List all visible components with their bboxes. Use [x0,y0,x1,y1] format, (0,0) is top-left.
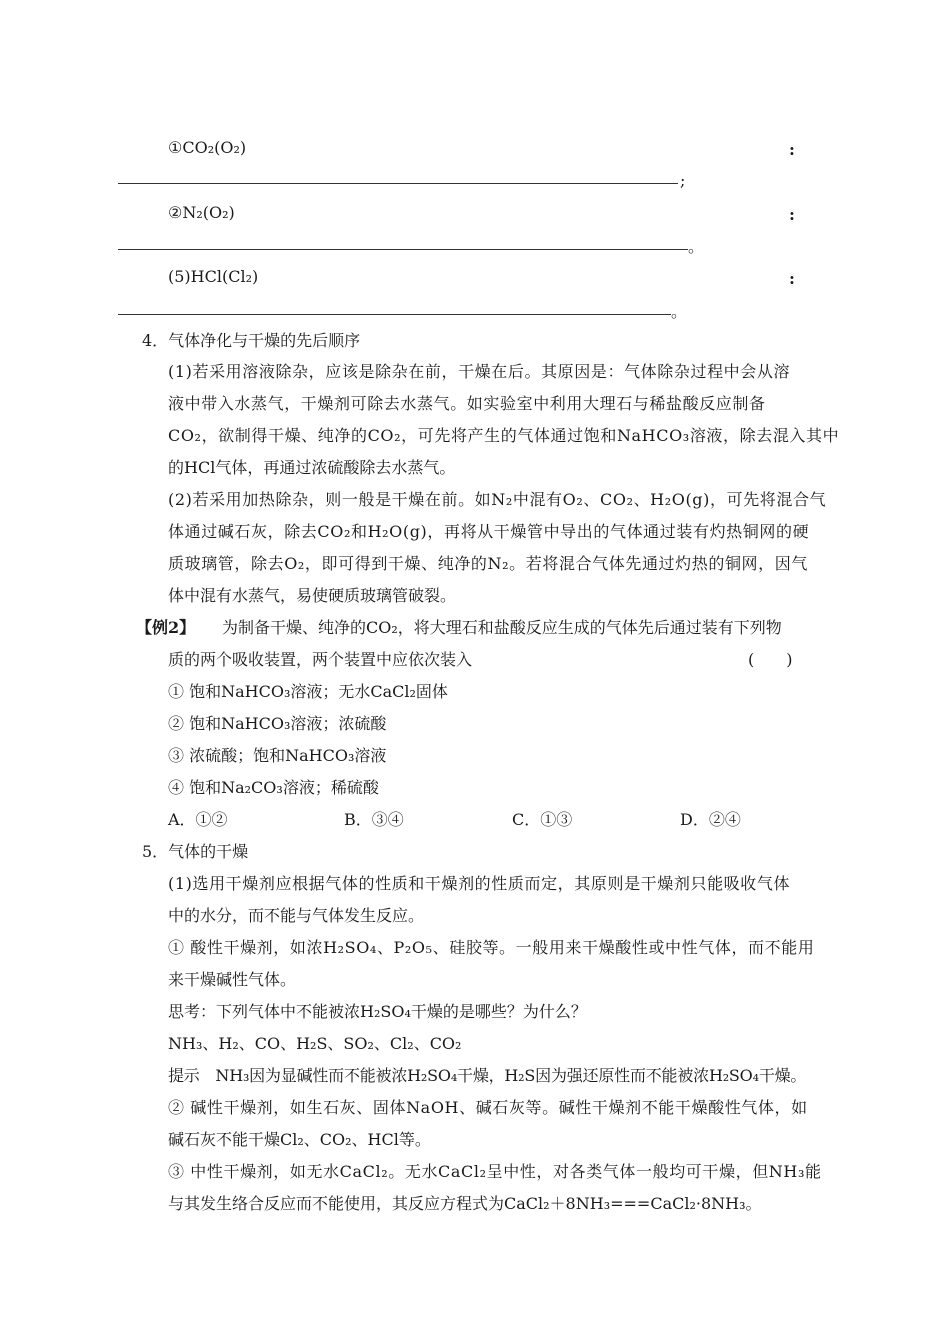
example2-option-2: ② 饱和NaHCO₃溶液；浓硫酸 [168,714,387,733]
section5-base-line1: ② 碱性干燥剂，如生石灰、固体NaOH、碱石灰等。碱性干燥剂不能干燥酸性气体，如 [168,1098,808,1117]
section4-p1-line1: (1)若采用溶液除杂，应该是除杂在前，干燥在后。其原因是：气体除杂过程中会从溶 [168,362,791,381]
section5-neutral-line2: 与其发生络合反应而不能使用，其反应方程式为CaCl₂＋8NH₃===CaCl₂·8NH₃。 [168,1194,762,1213]
answer-line-n2[interactable] [118,249,688,250]
fill-item-hcl-end: 。 [671,302,688,321]
section4-p2-line3: 质玻璃管，除去O₂，即可得到干燥、纯净的N₂。若将混合气体先通过灼热的铜网，因气 [168,554,808,573]
example2-option-4: ④ 饱和Na₂CO₃溶液；稀硫酸 [168,778,379,797]
example2-choice-d: D．②④ [680,810,741,829]
fill-item-n2-end: 。 [688,237,705,256]
example2-option-1: ① 饱和NaHCO₃溶液；无水CaCl₂固体 [168,682,448,701]
example2-choice-a: A．①② [168,810,228,829]
section4-p2-line1: (2)若采用加热除杂，则一般是干燥在前。如N₂中混有O₂、CO₂、H₂O(g)，可先将混合气 [168,490,827,509]
section5-acid-line2: 来干燥碱性气体。 [168,970,297,989]
section5-acid-line1: ① 酸性干燥剂，如浓H₂SO₄、P₂O₅、硅胶等。一般用来干燥酸性或中性气体，而不能用 [168,938,815,957]
answer-line-hcl[interactable] [118,314,671,315]
section4-p1-line2: 液中带入水蒸气，干燥剂可除去水蒸气。如实验室中利用大理石与稀盐酸反应制备 [168,394,766,413]
section4-heading: 4．气体净化与干燥的先后顺序 [142,331,361,350]
section4-p2-line4: 体中混有水蒸气，易使硬质玻璃管破裂。 [168,586,457,605]
answer-line-co2[interactable] [118,183,678,184]
example2-tag: 【例2】 [136,618,196,637]
fill-item-hcl-label: (5)HCl(Cl₂) [168,267,259,286]
section5-neutral-line1: ③ 中性干燥剂，如无水CaCl₂。无水CaCl₂呈中性，对各类气体一般均可干燥，但NH₃能 [168,1162,822,1181]
example2-answer-blank: ( ) [748,650,793,669]
section4-p1-line4: 的HCl气体，再通过浓硫酸除去水蒸气。 [168,458,456,477]
example2-stem-line1: 为制备干燥、纯净的CO₂，将大理石和盐酸反应生成的气体先后通过装有下列物 [222,618,782,637]
fill-item-co2-end: ; [680,171,686,190]
section5-heading: 5．气体的干燥 [142,842,249,861]
section5-p1-line2: 中的水分，而不能与气体发生反应。 [168,906,425,925]
section5-p1-line1: (1)选用干燥剂应根据气体的性质和干燥剂的性质而定，其原则是干燥剂只能吸收气体 [168,874,791,893]
fill-item-co2-colon: : [789,140,795,159]
section5-think: 思考：下列气体中不能被浓H₂SO₄干燥的是哪些？为什么？ [168,1002,587,1021]
section5-hint: 提示 NH₃因为显碱性而不能被浓H₂SO₄干燥，H₂S因为强还原性而不能被浓H₂SO₄干燥。 [168,1066,807,1085]
section4-p1-line3: CO₂，欲制得干燥、纯净的CO₂，可先将产生的气体通过饱和NaHCO₃溶液，除去混入其中 [168,426,840,445]
section5-gases: NH₃、H₂、CO、H₂S、SO₂、Cl₂、CO₂ [168,1034,462,1053]
example2-option-3: ③ 浓硫酸；饱和NaHCO₃溶液 [168,746,387,765]
fill-item-hcl-colon: : [789,269,795,288]
fill-item-n2-colon: : [789,205,795,224]
example2-stem-line2: 质的两个吸收装置，两个装置中应依次装入 [168,650,473,669]
section5-base-line2: 碱石灰不能干燥Cl₂、CO₂、HCl等。 [168,1130,431,1149]
section4-p2-line2: 体通过碱石灰，除去CO₂和H₂O(g)，再将从干燥管中导出的气体通过装有灼热铜网的硬 [168,522,810,541]
fill-item-co2-label: ①CO₂(O₂) [168,138,247,157]
fill-item-n2-label: ②N₂(O₂) [168,203,235,222]
example2-choice-b: B．③④ [344,810,404,829]
example2-choice-c: C．①③ [512,810,573,829]
